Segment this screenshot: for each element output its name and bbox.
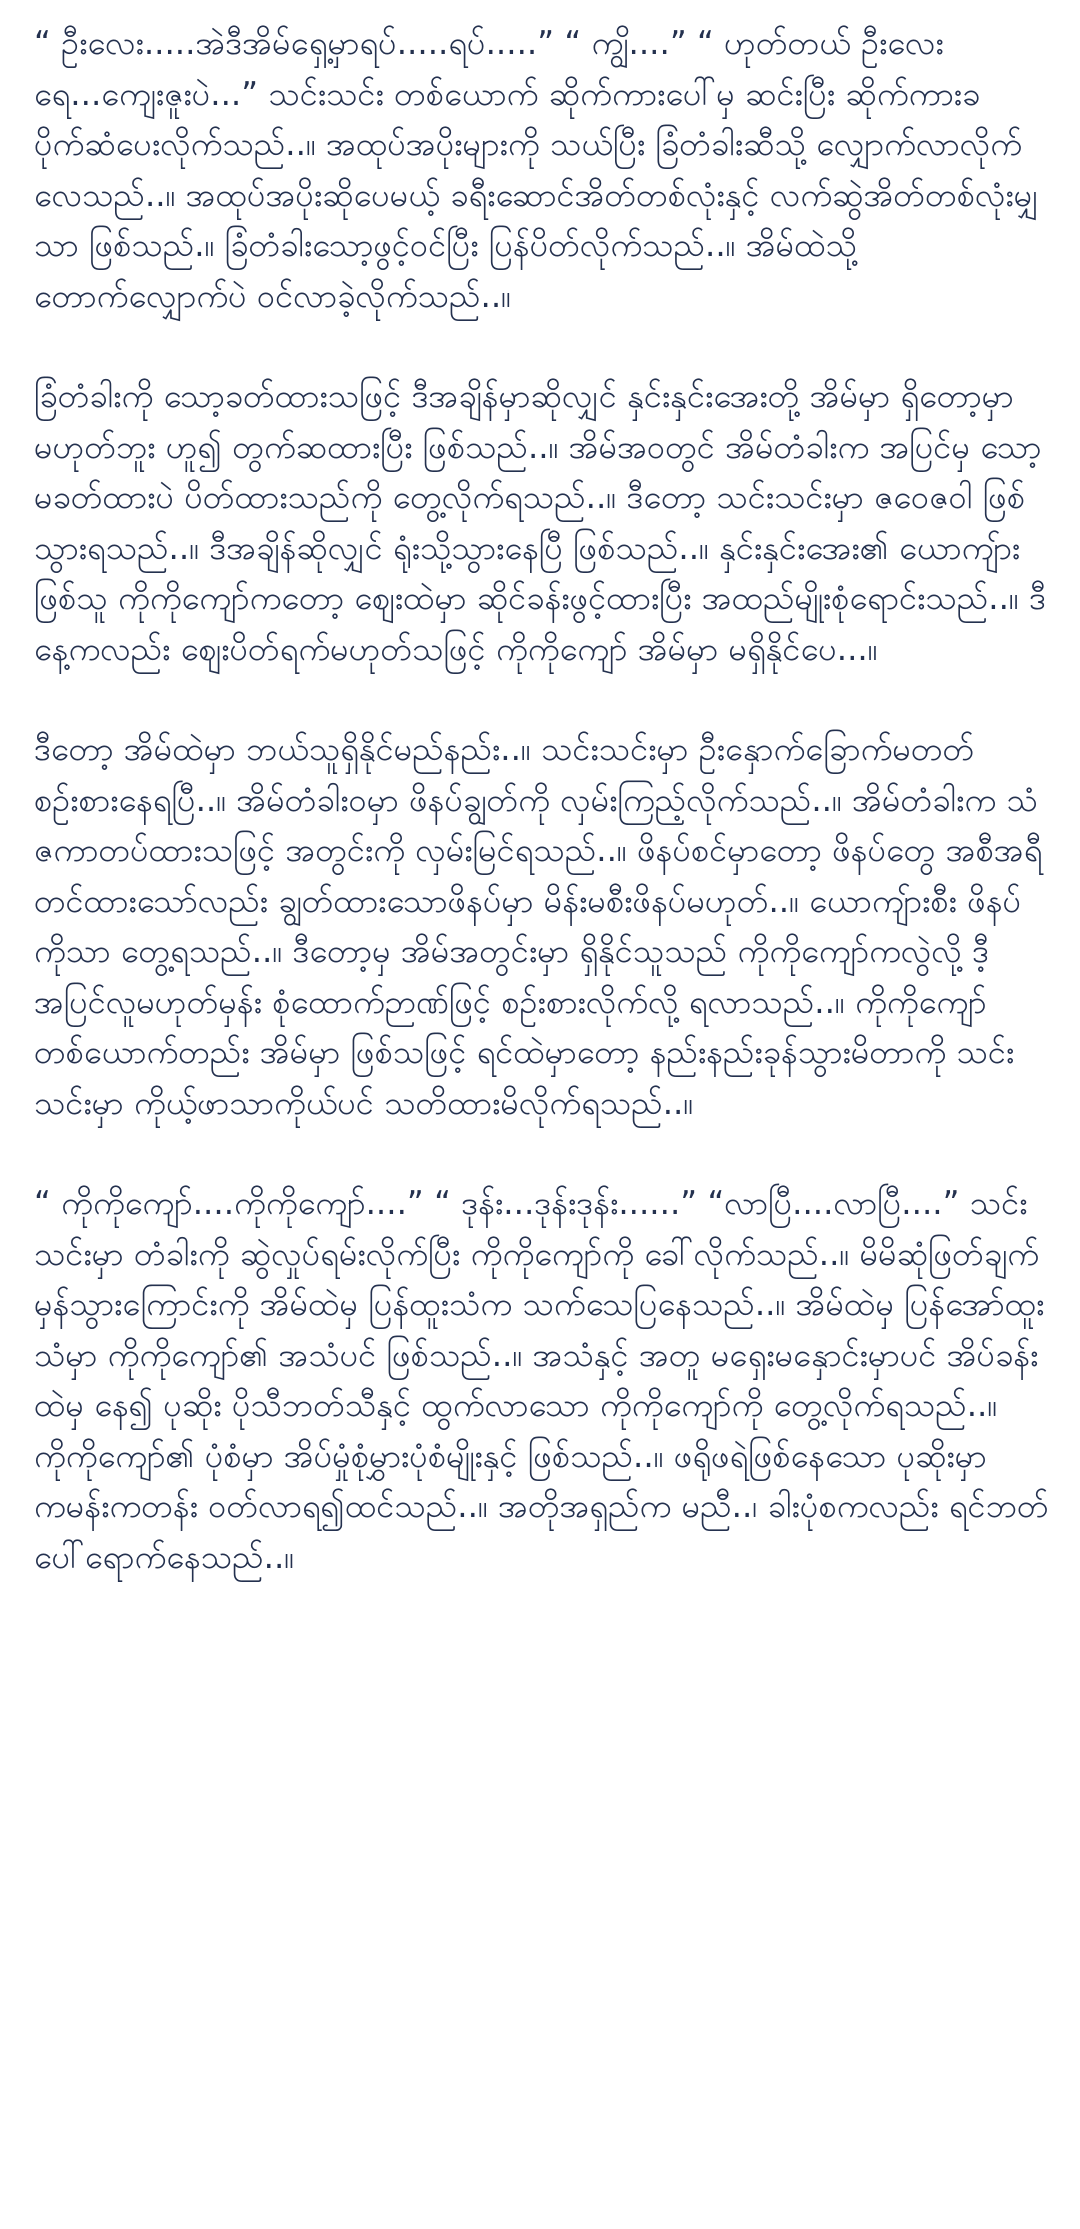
story-paragraph-3: ဒီတော့ အိမ်ထဲမှာ ဘယ်သူရှိနိုင်မည်နည်း..။ သင်းသင်းမှာ ဦးနှောက်ခြောက်မတတ် စဉ်းစားနေရပြီ..။ အိမ်တံခါးဝမှာ ဖိနပ်ချွတ်ကို လှမ်းကြည့်လိုက်သည်..။ အိမ်တံခါးက သံဇကာတပ်ထားသဖြင့် အတွင်းကို လှမ်းမြင်ရသည်..။ ဖိနပ်စင်မှာတော့ ဖိနပ်တွေ အစီအရီတင်ထားသော်လည်း ချွတ်ထားသောဖိနပ်မှာ မိန်းမစီးဖိနပ်မဟုတ်..။ ယောကျ်ားစီး ဖိနပ်ကိုသာ တွေ့ရသည်..။ ဒီတော့မှ အိမ်အတွင်းမှာ ရှိနိုင်သူသည် ကိုကိုကျော်ကလွဲလို့ ဒီ့အပြင်လူမဟုတ်မှန်း စုံထောက်ဉာဏ်ဖြင့် စဉ်းစားလိုက်လို့ ရလာသည်..။ ကိုကိုကျော်တစ်ယောက်တည်း အိမ်မှာ ဖြစ်သဖြင့် ရင်ထဲမှာတော့ နည်းနည်းခုန်သွားမိတာကို သင်းသင်းမှာ ကိုယ့်ဖာသာကိုယ်ပင် သတိထားမိလိုက်ရသည်..။ (34, 730, 1043, 1122)
story-paragraph-2: ခြံတံခါးကို သော့ခတ်ထားသဖြင့် ဒီအချိန်မှာဆိုလျှင် နှင်းနှင်းအေးတို့ အိမ်မှာ ရှိတော့မှာ မဟုတ်ဘူး ဟူ၍ တွက်ဆထားပြီး ဖြစ်သည်..။ အိမ်အဝတွင် အိမ်တံခါးက အပြင်မှ သော့မခတ်ထားပဲ ပိတ်ထားသည်ကို တွေ့လိုက်ရသည်..။ ဒီတော့ သင်းသင်းမှာ ဇဝေဇဝါ ဖြစ်သွားရသည်..။ ဒီအချိန်ဆိုလျှင် ရုံးသို့သွားနေပြီ ဖြစ်သည်..။ နှင်းနှင်းအေး၏ ယောကျ်ားဖြစ်သူ ကိုကိုကျော်ကတော့ ဈေးထဲမှာ ဆိုင်ခန်းဖွင့်ထားပြီး အထည်မျိုးစုံရောင်းသည်..။ ဒီနေ့ကလည်း ဈေးပိတ်ရက်မဟုတ်သဖြင့် ကိုကိုကျော် အိမ်မှာ မရှိနိုင်ပေ...။ (34, 377, 1047, 668)
story-text-body (34, 18, 1050, 1582)
story-paragraph-4: “ ကိုကိုကျော်....ကိုကိုကျော်....” “ ဒုန်း...ဒုန်းဒုန်း......” “လာပြီ....လာပြီ....” သင်းသင်းမှာ တံခါးကို ဆွဲလှုပ်ရမ်းလိုက်ပြီး ကိုကိုကျော်ကို ခေါ်လိုက်သည်..။ မိမိဆုံဖြတ်ချက် မှန်သွားကြောင်းကို အိမ်ထဲမှ ပြန်ထူးသံက သက်သေပြနေသည်..။ အိမ်ထဲမှ ပြန်အော်ထူးသံမှာ ကိုကိုကျော်၏ အသံပင် ဖြစ်သည်..။ အသံနှင့် အတူ မရှေးမနှောင်းမှာပင် အိပ်ခန်းထဲမှ နေ၍ ပုဆိုး ပိုသီဘတ်သီနှင့် ထွက်လာသော ကိုကိုကျော်ကို တွေ့လိုက်ရသည်..။ ကိုကိုကျော်၏ ပုံစံမှာ အိပ်မှုံစုံမွှားပုံစံမျိုးနှင့် ဖြစ်သည်..။ ဖရိုဖရဲဖြစ်နေသော ပုဆိုးမှာ ကမန်းကတန်း ဝတ်လာရ၍ထင်သည်..။ အတိုအရှည်က မညီ..၊ ခါးပုံစကလည်း ရင်ဘတ်ပေါ်ရောက်နေသည်..။ (34, 1184, 1049, 1576)
story-paragraph-1: “ ဦးလေး.....အဲဒီအိမ်ရှေ့မှာရပ်.....ရပ်.....” “ ကျွိ....” “ ဟုတ်တယ် ဦးလေး ရေ...ကျေးဇူးပဲ...” သင်းသင်း တစ်ယောက် ဆိုက်ကားပေါ်မှ ဆင်းပြီး ဆိုက်ကားခ ပိုက်ဆံပေးလိုက်သည်..။ အထုပ်အပိုးများကို သယ်ပြီး ခြံတံခါးဆီသို့ လျှောက်လာလိုက်လေသည်..။ အထုပ်အပိုးဆိုပေမယ့် ခရီးဆောင်အိတ်တစ်လုံးနှင့် လက်ဆွဲအိတ်တစ်လုံးမျှသာ ဖြစ်သည်.။ ခြံတံခါးသော့ဖွင့်ဝင်ပြီး ပြန်ပိတ်လိုက်သည်..။ အိမ်ထဲသို့ တောက်လျှောက်ပဲ ဝင်လာခဲ့လိုက်သည်..။ (34, 24, 1039, 315)
